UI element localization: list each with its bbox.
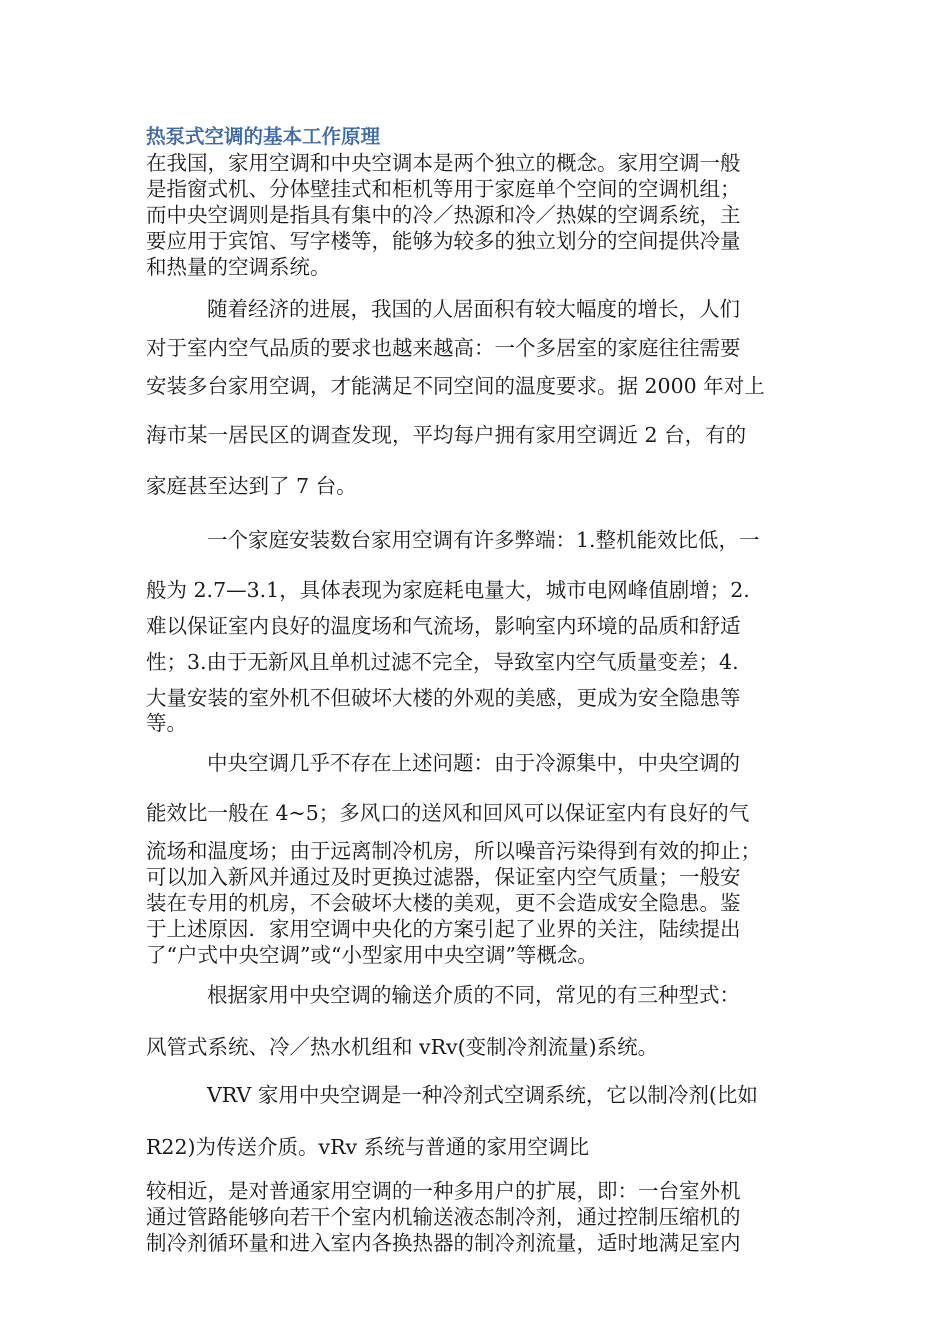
text-line: 随着经济的进展，我国的人居面积有较大幅度的增长，人们	[207, 297, 740, 321]
paragraph-1	[146, 150, 808, 280]
text-line: 能效比一般在 4~5；多风口的送风和回风可以保证室内有良好的气	[146, 801, 750, 825]
text-line: R22)为传送介质。vRv 系统与普通的家用空调比	[146, 1135, 590, 1159]
text-line: 对于室内空气品质的要求也越来越高：一个多居室的家庭往往需要	[146, 336, 741, 360]
text-line: 装在专用的机房，不会破坏大楼的美观，更不会造成安全隐患。鉴	[146, 891, 741, 915]
text-line: 性；3.由于无新风且单机过滤不完全，导致室内空气质量变差；4.	[146, 650, 739, 674]
text-line: 在我国，家用空调和中央空调本是两个独立的概念。家用空调一般	[146, 151, 741, 175]
text-line: 风管式系统、冷／热水机组和 vRv(变制冷剂流量)系统。	[146, 1035, 659, 1059]
text-line: 难以保证室内良好的温度场和气流场，影响室内环境的品质和舒适	[146, 614, 741, 638]
paragraph-4	[146, 744, 808, 832]
text-line: 家庭甚至达到了 7 台。	[146, 474, 357, 498]
text-line: 于上述原因．家用空调中央化的方案引起了业界的关注，陆续提出	[146, 917, 741, 941]
text-line: 要应用于宾馆、写字楼等，能够为较多的独立划分的空间提供冷量	[146, 229, 741, 253]
paragraph-6	[146, 1076, 808, 1174]
text-line: 是指窗式机、分体壁挂式和柜机等用于家庭单个空间的空调机组；	[146, 177, 741, 201]
paragraph-7	[146, 1178, 808, 1256]
text-line: 制冷剂循环量和进入室内各换热器的制冷剂流量，适时地满足室内	[146, 1231, 741, 1255]
text-line: 通过管路能够向若干个室内机输送液态制冷剂，通过控制压缩机的	[146, 1205, 741, 1229]
text-line: 可以加入新风并通过及时更换过滤器，保证室内空气质量；一般安	[146, 865, 741, 889]
text-line: 流场和温度场；由于远离制冷机房，所以噪音污染得到有效的抑止；	[146, 839, 761, 863]
paragraph-4-continued	[146, 838, 808, 968]
text-line: VRV 家用中央空调是一种冷剂式空调系统，它以制冷剂(比如	[207, 1083, 758, 1107]
document-title: 热泵式空调的基本工作原理	[146, 125, 381, 148]
paragraph-3	[146, 521, 808, 738]
text-line: 较相近，是对普通家用空调的一种多用户的扩展，即：一台室外机	[146, 1179, 741, 1203]
text-line: 安装多台家用空调，才能满足不同空间的温度要求。据 2000 年对上	[146, 374, 765, 398]
text-line: 了“户式中央空调”或“小型家用中央空调”等概念。	[146, 943, 598, 967]
text-line: 一个家庭安装数台家用空调有许多弊端：1.整机能效比低，一	[207, 528, 760, 552]
paragraph-5	[146, 976, 808, 1072]
text-line: 根据家用中央空调的输送介质的不同，常见的有三种型式：	[207, 983, 740, 1007]
text-line: 大量安装的室外机不但破坏大楼的外观的美感，更成为安全隐患等	[146, 686, 741, 710]
text-line: 般为 2.7—3.1，具体表现为家庭耗电量大，城市电网峰值剧增；2.	[146, 578, 750, 602]
text-line: 和热量的空调系统。	[146, 255, 331, 279]
paragraph-2	[146, 289, 808, 507]
text-line: 中央空调几乎不存在上述问题：由于冷源集中，中央空调的	[207, 751, 740, 775]
text-line: 海市某一居民区的调查发现，平均每户拥有家用空调近 2 台，有的	[146, 423, 747, 447]
text-line: 而中央空调则是指具有集中的冷／热源和冷／热媒的空调系统，主	[146, 203, 741, 227]
document-page	[146, 120, 808, 1256]
text-line: 等。	[146, 711, 187, 735]
